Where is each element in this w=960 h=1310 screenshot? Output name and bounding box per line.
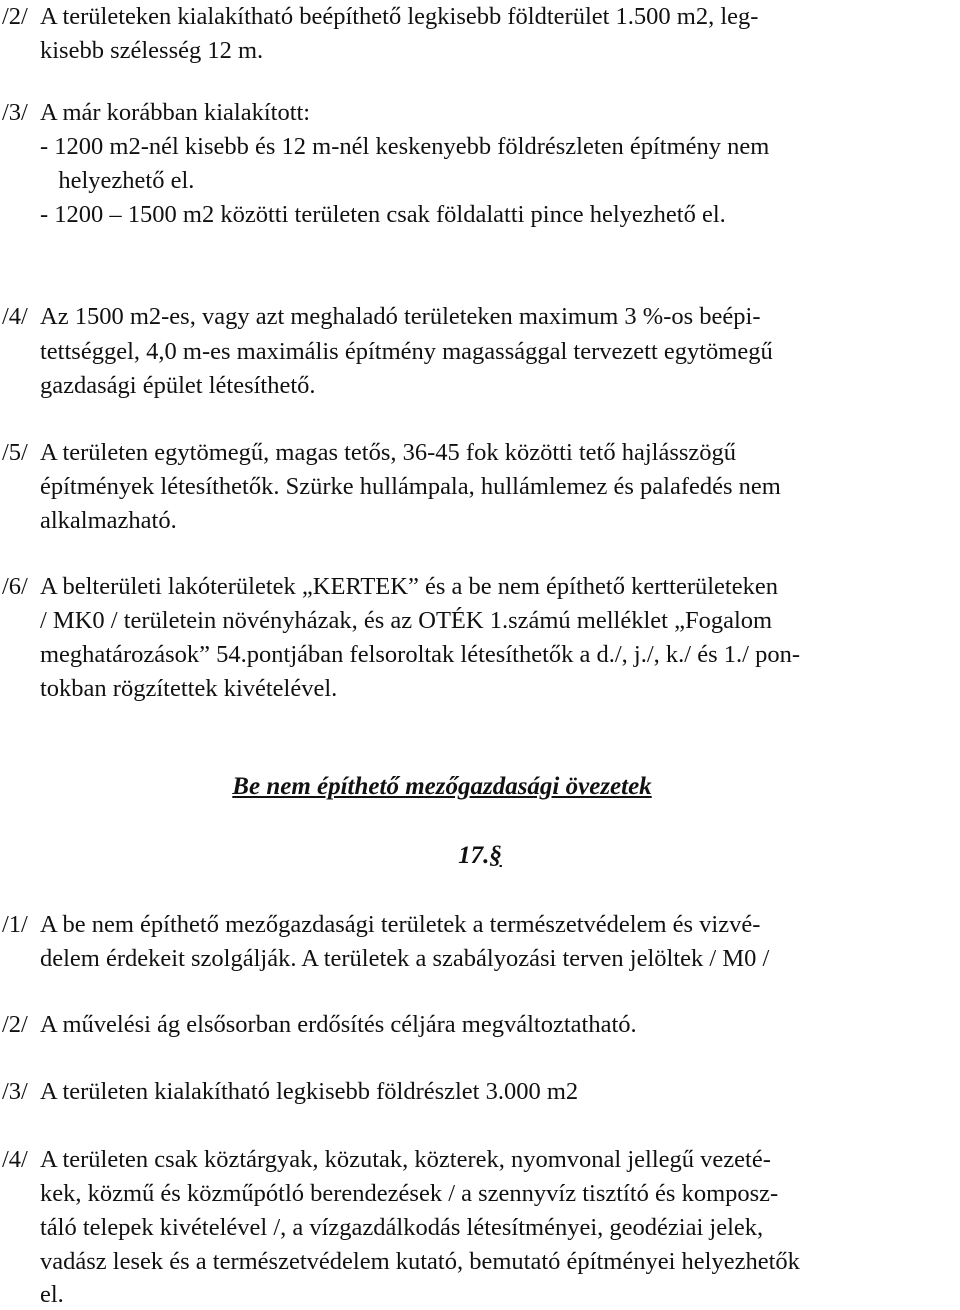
paragraph-number: /3/	[2, 1078, 28, 1105]
paragraph-number: /2/	[2, 3, 28, 30]
section-symbol: §	[489, 842, 502, 869]
paragraph-number: /3/	[2, 99, 28, 126]
paragraph-number: /4/	[2, 1146, 28, 1173]
document-page: /2/ A területeken kialakítható beépíthető legkisebb földterület 1.500 m2, leg- kisebb szélesség 12 m. /3/ A már korábban kialakított: - 1200 m2-nél kisebb és 12 m-nél keskenyebb földrészleten építmény nem helyezhető el. - 1200 – 1500 m2 közötti területen csak földalatti pince helyezhető el. /4/ Az 1500 m2-es, vagy azt meghaladó területeken maximum 3 %-os beépi- tettséggel, 4,0 m-es maximális építmény magassággal tervezett egytömegű gazdasági épület létesíthető. /5/ A területen egytömegű, magas tetős, 36-45 fok közötti tető hajlásszögű építmények létesíthetők. Szürke hullámpala, hullámlemez és palafedés nem alkalmazható. /6/ A belterületi lakóterületek „KERTEK” és a be nem építhető kertterületeken / MK0 / területein növényházak, és az OTÉK 1.számú melléklet „Fogalom meghatározások” 54.pontjában felsoroltak létesíthetők a d./, j./, k./ és 1./ pon- tokban rögzítettek kivételével. Be nem építhető mezőgazdasági övezetek 17.§ /1/ A be nem építhető mezőgazdasági területek a természetvédelem és vizvé- delem érdekeit szolgálják. A területek a szabályozási terven jelöltek / M0 / /2/ A művelési ág elsősorban erdősítés céljára megváltoztatható. /3/ A területen kialakítható legkisebb földrészlet 3.000 m2 /4/ A területen csak köztárgyak, közutak, közterek, nyomvonal jellegű vezeté- kek, közmű és közműpótló berendezések / a szennyvíz tisztító és komposz- táló telepek kivételével /, a vízgazdálkodás létesítményei, geodéziai jelek, vadász lesek és a természetvédelem kutató, bemutató építményei helyezhetők el.	[0, 0, 960, 1308]
section-title: Be nem építhető mezőgazdasági övezetek	[232, 773, 652, 800]
section-number: 17.§	[458, 842, 502, 869]
paragraph-number: /5/	[2, 439, 28, 466]
paragraph-number: /2/	[2, 1011, 28, 1038]
paragraph-number: /1/	[2, 911, 28, 938]
paragraph-number: /6/	[2, 573, 28, 600]
paragraph-number: /4/	[2, 303, 28, 330]
